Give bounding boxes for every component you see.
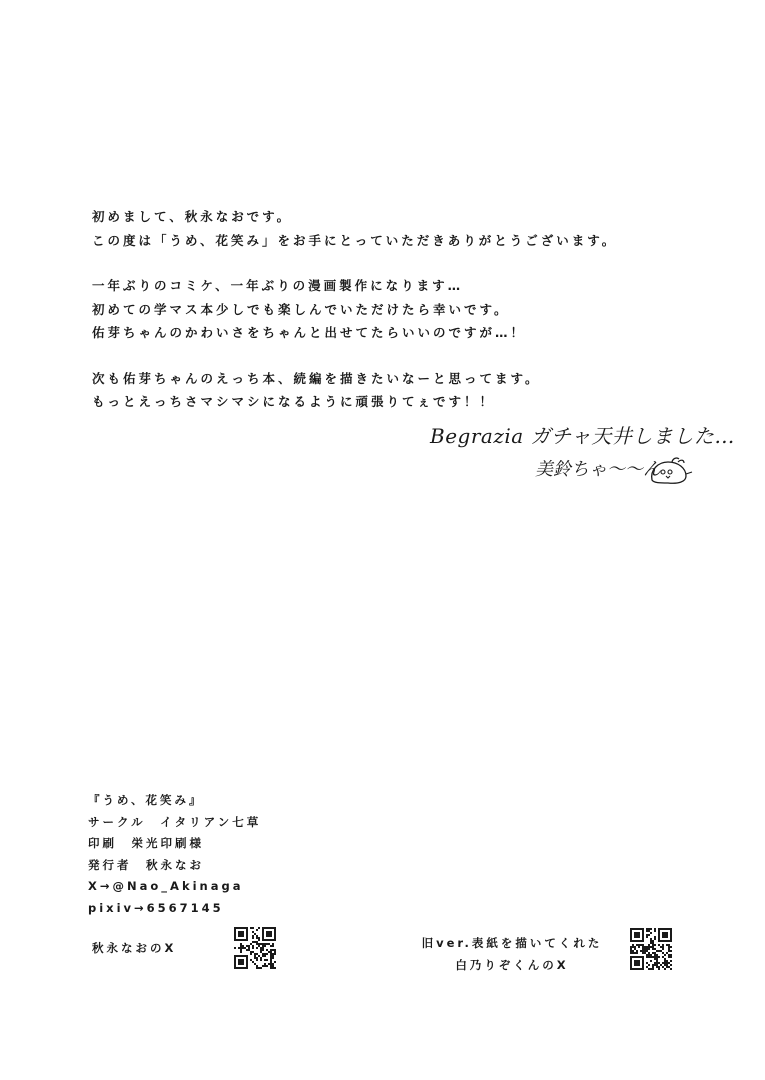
qr-code-icon[interactable]: [630, 928, 672, 970]
message-line: 初めまして、秋永なおです。: [92, 209, 293, 224]
circle-name: サークル イタリアン七草: [88, 814, 262, 829]
qr-code-icon[interactable]: [234, 927, 276, 969]
qr-right-label-line-1: 旧ver.表紙を描いてくれた: [421, 936, 603, 950]
message-line: この度は「うめ、花笑み」をお手にとっていただきありがとうございます。: [92, 232, 618, 248]
chick-doodle-icon: [648, 456, 694, 486]
publisher-name: 発行者 秋永なお: [88, 857, 204, 872]
message-line: 初めての学マス本少しでも楽しんでいただけたら幸いです。: [92, 301, 510, 317]
message-line: 次も佑芽ちゃんのえっち本、続編を描きたいなーと思ってます。: [92, 370, 541, 386]
qr-right-label-line-2: 白乃りぞくんのX: [455, 958, 569, 972]
handwritten-line-1: Begrazia ガチャ天井しました…: [430, 424, 735, 448]
afterword-message: [92, 205, 617, 414]
handwritten-note: [430, 420, 735, 490]
handwritten-line-2: 美鈴ちゃ〜〜ん: [535, 459, 661, 480]
message-line: もっとえっちさマシマシになるように頑張りてぇです！！: [92, 394, 496, 409]
message-line: 佑芽ちゃんのかわいさをちゃんと出せてたらいいのですが…！: [92, 325, 527, 340]
colophon: [88, 790, 261, 919]
message-line: 一年ぶりのコミケ、一年ぶりの漫画製作になります…: [92, 278, 464, 293]
pixiv-id: pixiv→6567145: [88, 900, 224, 915]
qr-left-label: 秋永なおのX: [92, 941, 177, 955]
printer-name: 印刷 栄光印刷様: [88, 836, 204, 850]
qr-right-label: [398, 932, 626, 976]
book-title: 『うめ、花笑み』: [88, 793, 204, 807]
x-account: X→@Nao_Akinaga: [88, 879, 244, 893]
